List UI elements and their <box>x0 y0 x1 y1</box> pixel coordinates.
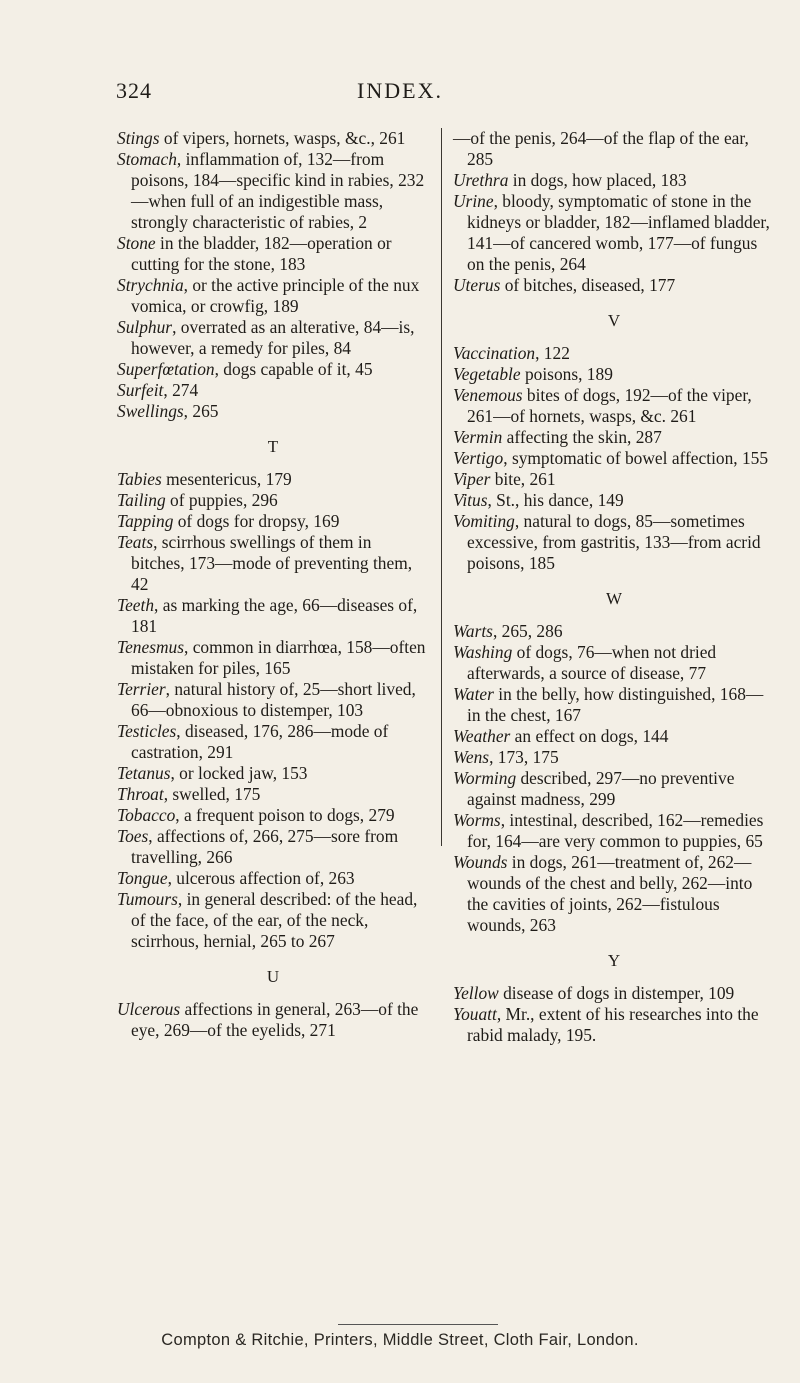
entry-text: disease of dogs in distemper, 109 <box>498 983 735 1003</box>
entry-headword: Vomiting <box>453 511 515 531</box>
entry-headword: Teeth <box>117 595 155 615</box>
entry-headword: Wounds <box>453 852 508 872</box>
footer-rule <box>338 1324 498 1325</box>
index-entry <box>453 1004 775 1046</box>
entry-headword: Terrier <box>117 679 166 699</box>
section-letter: Y <box>607 951 621 970</box>
entry-headword: Warts <box>453 621 493 641</box>
page-header <box>0 78 800 118</box>
index-entry <box>117 532 429 595</box>
entry-text: , in general described: of the head, of the face, of the ear, of the neck, scirrhous, hernial, 265 to 267 <box>131 889 418 951</box>
entry-headword: Yellow <box>453 983 499 1003</box>
entry-text: in dogs, how placed, 183 <box>508 170 687 190</box>
entry-text: , Mr., extent of his researches into the rabid malady, 195. <box>467 1004 759 1045</box>
entry-text: bites of dogs, 192—of the viper, 261—of hornets, wasps, &c. 261 <box>467 385 752 426</box>
entry-headword: Wens <box>453 747 490 767</box>
index-entry <box>453 852 775 936</box>
entry-headword: Toes <box>117 826 149 846</box>
entry-text: , 265, 286 <box>492 621 563 641</box>
entry-headword: Tongue <box>117 868 168 888</box>
entry-headword: Testicles <box>117 721 177 741</box>
index-entry <box>117 401 429 422</box>
entry-headword: Tumours <box>117 889 178 909</box>
index-entry <box>453 983 775 1004</box>
entry-text: , intestinal, described, 162—remedies for, 164—are very common to puppies, 65 <box>467 810 764 851</box>
entry-text: , 122 <box>535 343 570 363</box>
entry-text: , as marking the age, 66—diseases of, 181 <box>131 595 418 636</box>
index-entry <box>453 490 775 511</box>
index-entry <box>117 826 429 868</box>
entry-text: , overrated as an alterative, 84—is, however, a remedy for piles, 84 <box>131 317 415 358</box>
running-title: INDEX. <box>357 78 443 103</box>
entry-text: of dogs for dropsy, 169 <box>173 511 340 531</box>
entry-text: bite, 261 <box>490 469 556 489</box>
index-entry <box>453 343 775 364</box>
entry-text: , bloody, symptomatic of stone in the kidneys or bladder, 182—inflamed bladder, 141—of cancered womb, 177—of fungus on the penis, 264 <box>467 191 770 274</box>
entry-headword: Worming <box>453 768 517 788</box>
entry-headword: Tabies <box>117 469 162 489</box>
section-letter: T <box>267 437 279 456</box>
index-entry <box>117 784 429 805</box>
index-entry <box>453 642 775 684</box>
entry-text: , natural history of, 25—short lived, 66—obnoxious to distemper, 103 <box>131 679 416 720</box>
index-entry <box>453 684 775 726</box>
entry-headword: Venemous <box>453 385 523 405</box>
index-entry <box>453 364 775 385</box>
entry-headword: Stings <box>117 128 160 148</box>
index-entry <box>117 763 429 784</box>
index-entry <box>117 868 429 889</box>
entry-text: , 274 <box>163 380 199 400</box>
index-entry <box>453 448 775 469</box>
entry-headword: Tenesmus <box>117 637 184 657</box>
entry-text: , affections of, 266, 275—sore from travelling, 266 <box>131 826 399 867</box>
entry-text: affecting the skin, 287 <box>502 427 662 447</box>
entry-text: an effect on dogs, 144 <box>510 726 669 746</box>
index-entry <box>453 810 775 852</box>
index-entry <box>117 380 429 401</box>
entry-headword: Ulcerous <box>117 999 181 1019</box>
index-entry <box>453 511 775 574</box>
entry-headword: Surfeit <box>117 380 164 400</box>
entry-text: mesentericus, 179 <box>161 469 292 489</box>
index-entry <box>117 490 429 511</box>
index-entry <box>453 768 775 810</box>
entry-headword: Uterus <box>453 275 501 295</box>
entry-headword: Youatt <box>453 1004 497 1024</box>
entry-headword: Water <box>453 684 494 704</box>
section-letter: W <box>605 589 623 608</box>
index-entry <box>453 128 775 170</box>
entry-headword: Viper <box>453 469 491 489</box>
index-entry <box>453 385 775 427</box>
entry-text: , diseased, 176, 286—mode of castration, 291 <box>131 721 389 762</box>
entry-text: , or locked jaw, 153 <box>170 763 308 783</box>
entry-headword: Washing <box>453 642 513 662</box>
entry-headword: Urine <box>453 191 494 211</box>
page-number: 324 <box>116 78 152 103</box>
index-entry <box>117 233 429 275</box>
entry-headword: Tobacco <box>117 805 176 825</box>
entry-text: , common in diarrhœa, 158—often mistaken for piles, 165 <box>131 637 426 678</box>
index-entry <box>117 721 429 763</box>
entry-headword: Worms <box>453 810 501 830</box>
entry-text: , a frequent poison to dogs, 279 <box>175 805 395 825</box>
index-entry <box>453 170 775 191</box>
index-column-left <box>117 128 429 1041</box>
index-column-right <box>453 128 775 1046</box>
index-entry <box>453 191 775 275</box>
index-entry <box>117 637 429 679</box>
entry-headword: Vitus <box>453 490 488 510</box>
index-entry <box>453 275 775 296</box>
entry-text: , natural to dogs, 85—sometimes excessive, from gastritis, 133—from acrid poisons, 185 <box>467 511 761 573</box>
entry-headword: Urethra <box>453 170 509 190</box>
entry-text: , or the active principle of the nux vomica, or crowfig, 189 <box>131 275 420 316</box>
entry-text: , scirrhous swellings of them in bitches, 173—mode of preventing them, 42 <box>131 532 413 594</box>
entry-text: poisons, 189 <box>520 364 613 384</box>
index-entry <box>117 999 429 1041</box>
index-entry <box>117 889 429 952</box>
entry-headword: Superfœtation <box>117 359 215 379</box>
entry-text: , St., his dance, 149 <box>487 490 624 510</box>
entry-text: of puppies, 296 <box>165 490 278 510</box>
index-entry <box>453 747 775 768</box>
index-entry <box>453 726 775 747</box>
entry-text: , 173, 175 <box>489 747 559 767</box>
index-entry <box>453 427 775 448</box>
entry-headword: Vaccination <box>453 343 536 363</box>
entry-text: in dogs, 261—treatment of, 262—wounds of the chest and belly, 262—into the cavities of joints, 262—fistulous wounds, 263 <box>467 852 753 935</box>
entry-headword: Vermin <box>453 427 503 447</box>
entry-text: , symptomatic of bowel affection, 155 <box>503 448 769 468</box>
entry-text: , 265 <box>183 401 219 421</box>
entry-text: , dogs capable of it, 45 <box>214 359 373 379</box>
index-entry <box>117 469 429 490</box>
entry-headword: Teats <box>117 532 154 552</box>
entry-headword: Swellings <box>117 401 184 421</box>
entry-headword: Throat <box>117 784 164 804</box>
index-entry <box>117 595 429 637</box>
index-entry <box>117 359 429 380</box>
entry-headword: Tailing <box>117 490 166 510</box>
index-entry <box>117 317 429 359</box>
entry-text: described, 297—no preventive against madness, 299 <box>467 768 735 809</box>
entry-text: , inflammation of, 132—from poisons, 184—specific kind in rabies, 232—when full of an indigestible mass, strongly characteristic of rabies, 2 <box>131 149 425 232</box>
entry-text: in the bladder, 182—operation or cutting for the stone, 183 <box>131 233 392 274</box>
entry-headword: Vertigo <box>453 448 504 468</box>
entry-text: of dogs, 76—when not dried afterwards, a source of disease, 77 <box>467 642 717 683</box>
index-entry <box>117 679 429 721</box>
entry-text: affections in general, 263—of the eye, 269—of the eyelids, 271 <box>131 999 419 1040</box>
entry-headword: Sulphur <box>117 317 173 337</box>
section-letter: U <box>266 967 280 986</box>
entry-text: of vipers, hornets, wasps, &c., 261 <box>159 128 406 148</box>
entry-text: —of the penis, 264—of the flap of the ear, 285 <box>453 128 749 169</box>
entry-headword: Weather <box>453 726 511 746</box>
entry-headword: Strychnia <box>117 275 184 295</box>
entry-headword: Vegetable <box>453 364 521 384</box>
index-entry <box>117 511 429 532</box>
entry-headword: Stone <box>117 233 156 253</box>
section-letter: V <box>607 311 621 330</box>
index-entry <box>453 469 775 490</box>
entry-text: of bitches, diseased, 177 <box>500 275 676 295</box>
entry-text: , swelled, 175 <box>163 784 261 804</box>
index-entry <box>117 128 429 149</box>
index-entry <box>453 621 775 642</box>
entry-headword: Tetanus <box>117 763 171 783</box>
entry-headword: Stomach <box>117 149 177 169</box>
column-divider <box>441 128 442 846</box>
index-entry <box>117 149 429 233</box>
entry-headword: Tapping <box>117 511 174 531</box>
printer-imprint: Compton & Ritchie, Printers, Middle Street, Cloth Fair, London. <box>161 1331 639 1349</box>
index-entry <box>117 805 429 826</box>
entry-text: in the belly, how distinguished, 168—in the chest, 167 <box>467 684 764 725</box>
entry-text: , ulcerous affection of, 263 <box>167 868 355 888</box>
index-entry <box>117 275 429 317</box>
